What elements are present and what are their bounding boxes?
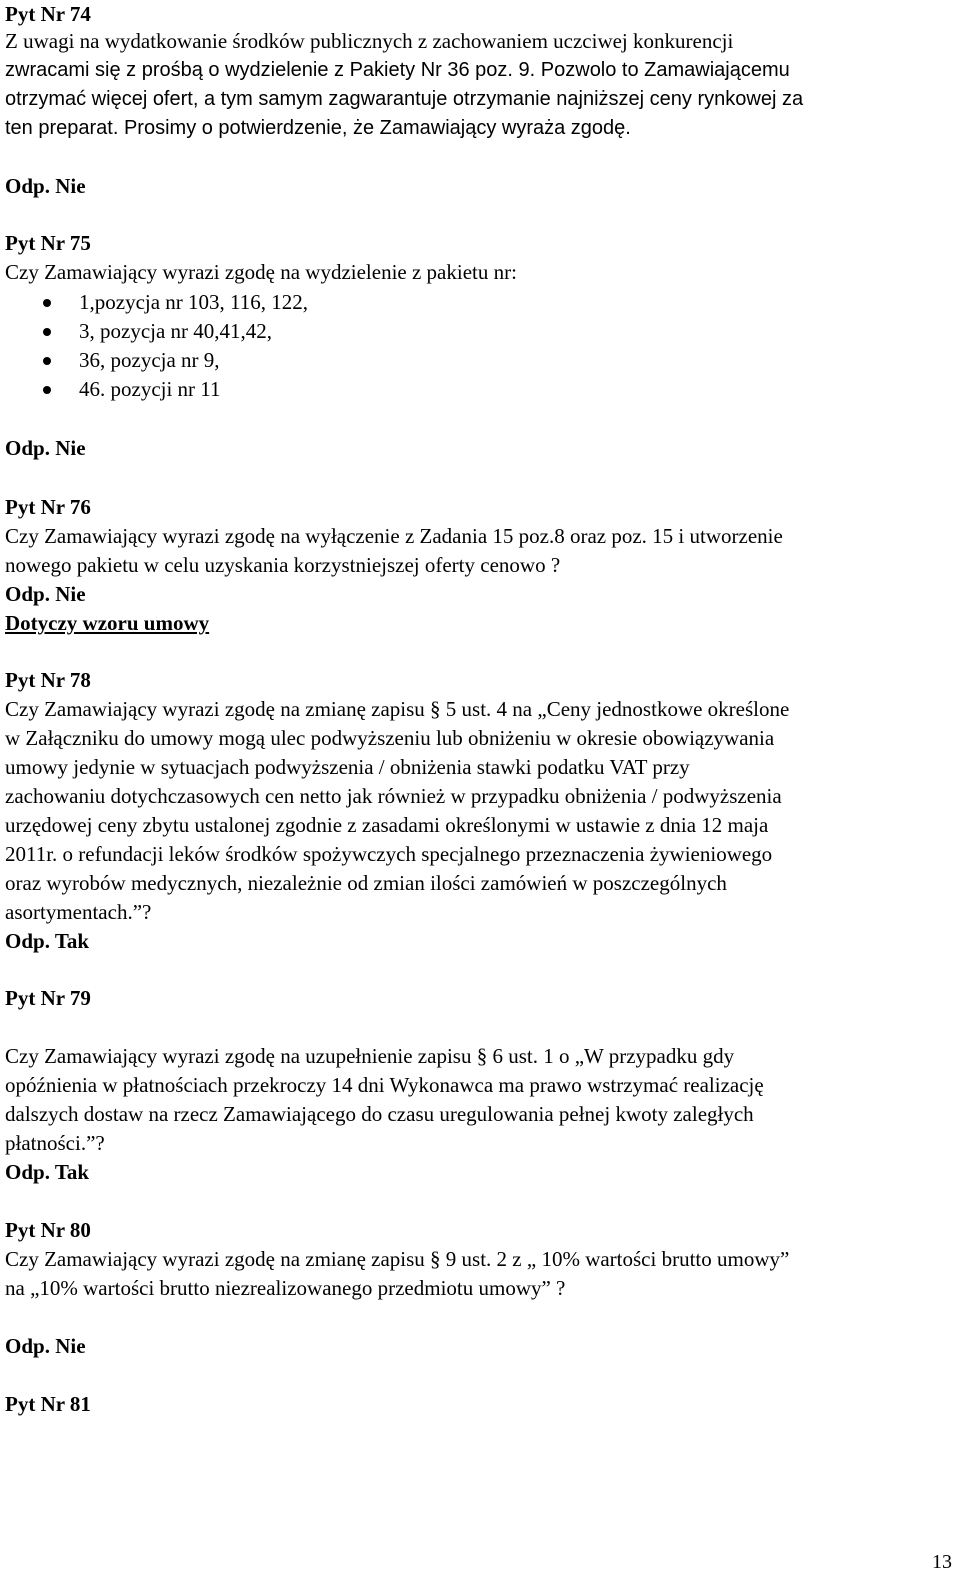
question-79-answer: Odp. Tak <box>5 1160 90 1184</box>
question-74-text-line: Z uwagi na wydatkowanie środków publicznych z zachowaniem uczciwej konkurencji <box>5 29 734 53</box>
question-78-text-line: 2011r. o refundacji leków środków spożywczych specjalnego przeznaczenia żywieniowego <box>5 842 773 866</box>
question-76-answer: Odp. Nie <box>5 582 86 606</box>
question-74-heading: Pyt Nr 74 <box>5 2 91 26</box>
question-76-text-line: nowego pakietu w celu uzyskania korzystniejszej oferty cenowo ? <box>5 553 561 577</box>
question-79-heading: Pyt Nr 79 <box>5 986 91 1010</box>
question-78-text-line: Czy Zamawiający wyrazi zgodę na zmianę zapisu § 5 ust. 4 na „Ceny jednostkowe określone <box>5 697 790 721</box>
question-78-text-line: zachowaniu dotychczasowych cen netto jak również w przypadku obniżenia / podwyższenia <box>5 784 782 808</box>
bullet-icon <box>43 328 51 336</box>
question-75-text: Czy Zamawiający wyrazi zgodę na wydzielenie z pakietu nr: <box>5 260 517 284</box>
question-79-text-line: opóźnienia w płatnościach przekroczy 14 dni Wykonawca ma prawo wstrzymać realizację <box>5 1073 764 1097</box>
question-79-text-line: Czy Zamawiający wyrazi zgodę na uzupełnienie zapisu § 6 ust. 1 o „W przypadku gdy <box>5 1044 735 1068</box>
question-78-text-line: asortymentach.”? <box>5 900 152 924</box>
question-78-heading: Pyt Nr 78 <box>5 668 91 692</box>
question-78-text-line: umowy jedynie w sytuacjach podwyższenia / obniżenia stawki podatku VAT przy <box>5 755 690 779</box>
question-79-text-line: płatności.”? <box>5 1131 105 1155</box>
question-79-text-line: dalszych dostaw na rzecz Zamawiającego do czasu uregulowania pełnej kwoty zaległych <box>5 1102 754 1126</box>
question-76-heading: Pyt Nr 76 <box>5 495 91 519</box>
bullet-icon <box>43 357 51 365</box>
question-75-list-item: 46. pozycji nr 11 <box>79 377 221 401</box>
question-76-text-line: Czy Zamawiający wyrazi zgodę na wyłączenie z Zadania 15 poz.8 oraz poz. 15 i utworzenie <box>5 524 783 548</box>
question-74-text-line: zwracami się z prośbą o wydzielenie z Pakiety Nr 36 poz. 9. Pozwolo to Zamawiającemu <box>5 59 790 81</box>
question-78-text-line: oraz wyrobów medycznych, niezależnie od zmian ilości zamówień w poszczególnych <box>5 871 727 895</box>
question-74-text-line: otrzymać więcej ofert, a tym samym zagwarantuje otrzymanie najniższej ceny rynkowej za <box>5 88 804 110</box>
bullet-icon <box>43 299 51 307</box>
question-75-list-item: 1,pozycja nr 103, 116, 122, <box>79 290 309 314</box>
question-75-list-item: 3, pozycja nr 40,41,42, <box>79 319 273 343</box>
question-78-text-line: w Załączniku do umowy mogą ulec podwyższeniu lub obniżeniu w okresie obowiązywania <box>5 726 775 750</box>
question-80-text-line: Czy Zamawiający wyrazi zgodę na zmianę zapisu § 9 ust. 2 z „ 10% wartości brutto umowy” <box>5 1247 790 1271</box>
question-75-list-item: 36, pozycja nr 9, <box>79 348 220 372</box>
question-81-heading: Pyt Nr 81 <box>5 1392 91 1416</box>
bullet-icon <box>43 386 51 394</box>
section-title: Dotyczy wzoru umowy <box>5 611 210 635</box>
question-80-heading: Pyt Nr 80 <box>5 1218 91 1242</box>
question-74-text-line: ten preparat. Prosimy o potwierdzenie, że Zamawiający wyraża zgodę. <box>5 117 631 139</box>
question-78-answer: Odp. Tak <box>5 929 90 953</box>
question-78-text-line: urzędowej ceny zbytu ustalonej zgodnie z zasadami określonymi w ustawie z dnia 12 maja <box>5 813 769 837</box>
question-74-answer: Odp. Nie <box>5 174 86 198</box>
question-80-answer: Odp. Nie <box>5 1334 86 1358</box>
question-75-answer: Odp. Nie <box>5 436 86 460</box>
question-75-heading: Pyt Nr 75 <box>5 231 91 255</box>
page-number: 13 <box>932 1551 952 1573</box>
question-80-text-line: na „10% wartości brutto niezrealizowanego przedmiotu umowy” ? <box>5 1276 566 1300</box>
